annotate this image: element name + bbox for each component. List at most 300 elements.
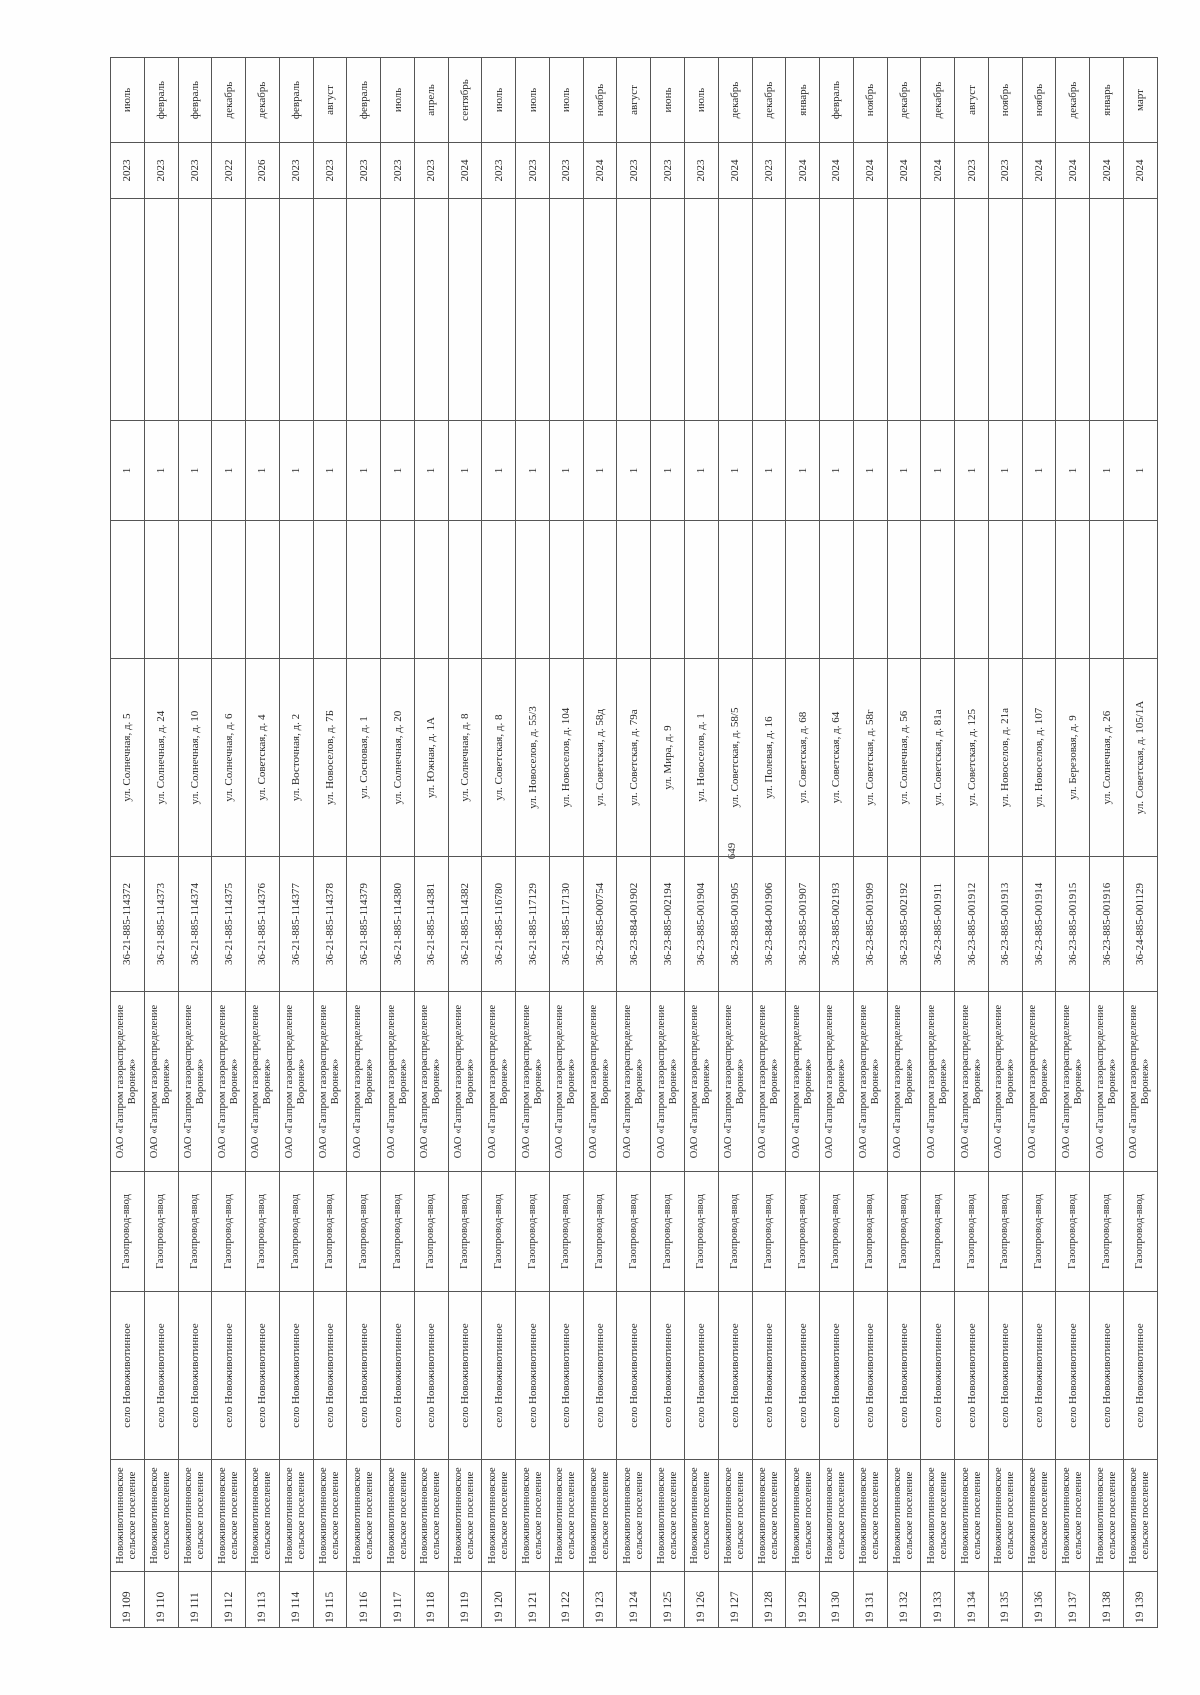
month-cell: январь (1090, 58, 1124, 143)
address-cell: ул. Советская, д. 4 (246, 659, 280, 857)
address-cell: ул. Березовая, д. 9 (1056, 659, 1090, 857)
empty-cell (313, 199, 347, 421)
empty-cell (313, 521, 347, 659)
settlement-cell: Новоживотинновское сельское поселение (820, 1460, 854, 1572)
empty-cell (482, 521, 516, 659)
object-code-cell: 36-23-885-001912 (955, 857, 989, 992)
empty-cell (921, 521, 955, 659)
owner-cell: ОАО «Газпром газораспределение Воронеж» (212, 992, 246, 1172)
object-type-cell: Газопровод-ввод (381, 1172, 415, 1292)
empty-cell (820, 521, 854, 659)
locality-cell: село Новоживотинное (955, 1292, 989, 1460)
year-cell: 2024 (921, 143, 955, 199)
month-cell: декабрь (246, 58, 280, 143)
locality-cell: село Новоживотинное (685, 1292, 719, 1460)
table-row (246, 58, 280, 1628)
table-row (820, 58, 854, 1628)
empty-cell (786, 521, 820, 659)
month-cell: август (617, 58, 651, 143)
empty-cell (853, 521, 887, 659)
settlement-cell: Новоживотинновское сельское поселение (246, 1460, 280, 1572)
address-cell: ул. Советская, д. 58г (853, 659, 887, 857)
table-row (1022, 58, 1056, 1628)
address-cell: ул. Советская, д. 81а (921, 659, 955, 857)
row-number-cell: 19 121 (516, 1572, 550, 1628)
row-number-cell: 19 132 (887, 1572, 921, 1628)
object-code-cell: 36-23-885-001915 (1056, 857, 1090, 992)
address-cell: ул. Полевая, д. 16 (752, 659, 786, 857)
empty-cell (853, 199, 887, 421)
empty-cell (651, 199, 685, 421)
year-cell: 2023 (279, 143, 313, 199)
row-number-cell: 19 134 (955, 1572, 989, 1628)
object-code-cell: 36-21-885-114377 (279, 857, 313, 992)
address-cell: ул. Солнечная, д. 6 (212, 659, 246, 857)
empty-cell (718, 521, 752, 659)
locality-cell: село Новоживотинное (279, 1292, 313, 1460)
table-row (178, 58, 212, 1628)
object-type-cell: Газопровод-ввод (448, 1172, 482, 1292)
empty-cell (921, 199, 955, 421)
year-cell: 2024 (1090, 143, 1124, 199)
month-cell: ноябрь (988, 58, 1022, 143)
address-cell: ул. Солнечная, д. 10 (178, 659, 212, 857)
empty-cell (955, 199, 989, 421)
object-code-cell: 36-23-885-000754 (583, 857, 617, 992)
month-cell: ноябрь (583, 58, 617, 143)
quantity-cell: 1 (246, 421, 280, 521)
row-number-cell: 19 128 (752, 1572, 786, 1628)
owner-cell: ОАО «Газпром газораспределение Воронеж» (1056, 992, 1090, 1172)
row-number-cell: 19 129 (786, 1572, 820, 1628)
empty-cell (752, 521, 786, 659)
owner-cell: ОАО «Газпром газораспределение Воронеж» (279, 992, 313, 1172)
settlement-cell: Новоживотинновское сельское поселение (651, 1460, 685, 1572)
year-cell: 2024 (718, 143, 752, 199)
year-cell: 2023 (955, 143, 989, 199)
year-cell: 2023 (144, 143, 178, 199)
year-cell: 2024 (1056, 143, 1090, 199)
settlement-cell: Новоживотинновское сельское поселение (1123, 1460, 1157, 1572)
table-row (955, 58, 989, 1628)
row-number-cell: 19 115 (313, 1572, 347, 1628)
locality-cell: село Новоживотинное (347, 1292, 381, 1460)
object-code-cell: 36-23-885-001907 (786, 857, 820, 992)
empty-cell (1123, 199, 1157, 421)
empty-cell (718, 199, 752, 421)
year-cell: 2023 (414, 143, 448, 199)
rotated-table-wrapper (110, 58, 1158, 1628)
empty-cell (1090, 521, 1124, 659)
locality-cell: село Новоживотинное (212, 1292, 246, 1460)
quantity-cell: 1 (853, 421, 887, 521)
table-row (313, 58, 347, 1628)
locality-cell: село Новоживотинное (651, 1292, 685, 1460)
empty-cell (111, 199, 145, 421)
address-cell: ул. Солнечная, д. 5 (111, 659, 145, 857)
empty-cell (887, 521, 921, 659)
month-cell: февраль (820, 58, 854, 143)
object-code-cell: 36-23-885-002192 (887, 857, 921, 992)
empty-cell (246, 521, 280, 659)
locality-cell: село Новоживотинное (853, 1292, 887, 1460)
address-cell: ул. Советская, д. 79а (617, 659, 651, 857)
empty-cell (988, 521, 1022, 659)
quantity-cell: 1 (718, 421, 752, 521)
quantity-cell: 1 (111, 421, 145, 521)
empty-cell (246, 199, 280, 421)
quantity-cell: 1 (516, 421, 550, 521)
object-type-cell: Газопровод-ввод (887, 1172, 921, 1292)
quantity-cell: 1 (1090, 421, 1124, 521)
month-cell: декабрь (752, 58, 786, 143)
row-number-cell: 19 125 (651, 1572, 685, 1628)
object-code-cell: 36-23-885-001905 (718, 857, 752, 992)
row-number-cell: 19 114 (279, 1572, 313, 1628)
row-number-cell: 19 133 (921, 1572, 955, 1628)
owner-cell: ОАО «Газпром газораспределение Воронеж» (347, 992, 381, 1172)
row-number-cell: 19 116 (347, 1572, 381, 1628)
empty-cell (212, 521, 246, 659)
table-row (617, 58, 651, 1628)
address-cell: ул. Новоселов, д. 104 (549, 659, 583, 857)
gas-pipeline-register-table (110, 57, 1158, 1628)
quantity-cell: 1 (178, 421, 212, 521)
locality-cell: село Новоживотинное (1022, 1292, 1056, 1460)
quantity-cell: 1 (752, 421, 786, 521)
empty-cell (617, 521, 651, 659)
object-type-cell: Газопровод-ввод (820, 1172, 854, 1292)
locality-cell: село Новоживотинное (414, 1292, 448, 1460)
settlement-cell: Новоживотинновское сельское поселение (448, 1460, 482, 1572)
settlement-cell: Новоживотинновское сельское поселение (988, 1460, 1022, 1572)
table-row (1056, 58, 1090, 1628)
quantity-cell: 1 (1056, 421, 1090, 521)
empty-cell (381, 199, 415, 421)
owner-cell: ОАО «Газпром газораспределение Воронеж» (853, 992, 887, 1172)
year-cell: 2024 (786, 143, 820, 199)
address-cell: ул. Новоселов, д. 1 (685, 659, 719, 857)
locality-cell: село Новоживотинное (921, 1292, 955, 1460)
owner-cell: ОАО «Газпром газораспределение Воронеж» (1022, 992, 1056, 1172)
address-cell: ул. Новоселов, д. 21а (988, 659, 1022, 857)
table-row (651, 58, 685, 1628)
empty-cell (583, 521, 617, 659)
table-row (212, 58, 246, 1628)
empty-cell (685, 521, 719, 659)
table-row (347, 58, 381, 1628)
address-cell: ул. Советская, д. 64 (820, 659, 854, 857)
row-number-cell: 19 126 (685, 1572, 719, 1628)
object-code-cell: 36-21-885-114379 (347, 857, 381, 992)
month-cell: сентябрь (448, 58, 482, 143)
locality-cell: село Новоживотинное (111, 1292, 145, 1460)
owner-cell: ОАО «Газпром газораспределение Воронеж» (144, 992, 178, 1172)
owner-cell: ОАО «Газпром газораспределение Воронеж» (921, 992, 955, 1172)
empty-cell (1056, 521, 1090, 659)
empty-cell (1022, 199, 1056, 421)
quantity-cell: 1 (414, 421, 448, 521)
row-number-cell: 19 137 (1056, 1572, 1090, 1628)
settlement-cell: Новоживотинновское сельское поселение (549, 1460, 583, 1572)
empty-cell (752, 199, 786, 421)
table-row (1090, 58, 1124, 1628)
object-type-cell: Газопровод-ввод (482, 1172, 516, 1292)
empty-cell (347, 199, 381, 421)
quantity-cell: 1 (583, 421, 617, 521)
empty-cell (178, 521, 212, 659)
quantity-cell: 1 (921, 421, 955, 521)
object-type-cell: Газопровод-ввод (786, 1172, 820, 1292)
empty-cell (381, 521, 415, 659)
address-cell: ул. Солнечная, д. 26 (1090, 659, 1124, 857)
object-type-cell: Газопровод-ввод (583, 1172, 617, 1292)
year-cell: 2022 (212, 143, 246, 199)
quantity-cell: 1 (887, 421, 921, 521)
object-type-cell: Газопровод-ввод (516, 1172, 550, 1292)
settlement-cell: Новоживотинновское сельское поселение (921, 1460, 955, 1572)
locality-cell: село Новоживотинное (820, 1292, 854, 1460)
object-type-cell: Газопровод-ввод (144, 1172, 178, 1292)
settlement-cell: Новоживотинновское сельское поселение (313, 1460, 347, 1572)
month-cell: июль (685, 58, 719, 143)
object-code-cell: 36-21-885-114373 (144, 857, 178, 992)
settlement-cell: Новоживотинновское сельское поселение (685, 1460, 719, 1572)
address-cell: ул. Сосновая, д. 1 (347, 659, 381, 857)
month-cell: ноябрь (853, 58, 887, 143)
settlement-cell: Новоживотинновское сельское поселение (144, 1460, 178, 1572)
object-code-cell: 36-23-885-001913 (988, 857, 1022, 992)
table-row (279, 58, 313, 1628)
address-cell: ул. Солнечная, д. 20 (381, 659, 415, 857)
table-row (718, 58, 752, 1628)
empty-cell (685, 199, 719, 421)
owner-cell: ОАО «Газпром газораспределение Воронеж» (887, 992, 921, 1172)
empty-cell (448, 521, 482, 659)
month-cell: февраль (144, 58, 178, 143)
table-row (516, 58, 550, 1628)
object-code-cell: 36-21-885-114375 (212, 857, 246, 992)
object-type-cell: Газопровод-ввод (212, 1172, 246, 1292)
empty-cell (1090, 199, 1124, 421)
locality-cell: село Новоживотинное (617, 1292, 651, 1460)
object-code-cell: 36-23-884-001906 (752, 857, 786, 992)
object-code-cell: 36-21-885-114380 (381, 857, 415, 992)
locality-cell: село Новоживотинное (718, 1292, 752, 1460)
empty-cell (482, 199, 516, 421)
table-row (786, 58, 820, 1628)
object-type-cell: Газопровод-ввод (279, 1172, 313, 1292)
locality-cell: село Новоживотинное (448, 1292, 482, 1460)
settlement-cell: Новоживотинновское сельское поселение (178, 1460, 212, 1572)
settlement-cell: Новоживотинновское сельское поселение (718, 1460, 752, 1572)
table-row (381, 58, 415, 1628)
quantity-cell: 1 (786, 421, 820, 521)
locality-cell: село Новоживотинное (516, 1292, 550, 1460)
settlement-cell: Новоживотинновское сельское поселение (786, 1460, 820, 1572)
address-cell: ул. Советская, д. 68 (786, 659, 820, 857)
settlement-cell: Новоживотинновское сельское поселение (111, 1460, 145, 1572)
table-row (414, 58, 448, 1628)
owner-cell: ОАО «Газпром газораспределение Воронеж» (988, 992, 1022, 1172)
object-type-cell: Газопровод-ввод (1056, 1172, 1090, 1292)
row-number-cell: 19 109 (111, 1572, 145, 1628)
year-cell: 2024 (583, 143, 617, 199)
object-type-cell: Газопровод-ввод (414, 1172, 448, 1292)
address-cell: ул. Советская, д. 58/5 (718, 659, 752, 857)
object-type-cell: Газопровод-ввод (685, 1172, 719, 1292)
object-code-cell: 36-21-885-117130 (549, 857, 583, 992)
table-row (144, 58, 178, 1628)
object-code-cell: 36-21-885-117129 (516, 857, 550, 992)
owner-cell: ОАО «Газпром газораспределение Воронеж» (617, 992, 651, 1172)
object-type-cell: Газопровод-ввод (853, 1172, 887, 1292)
month-cell: декабрь (1056, 58, 1090, 143)
object-type-cell: Газопровод-ввод (313, 1172, 347, 1292)
settlement-cell: Новоживотинновское сельское поселение (1022, 1460, 1056, 1572)
empty-cell (111, 521, 145, 659)
empty-cell (414, 521, 448, 659)
object-code-cell: 36-21-885-114372 (111, 857, 145, 992)
month-cell: февраль (279, 58, 313, 143)
year-cell: 2024 (1022, 143, 1056, 199)
address-cell: ул. Солнечная, д. 24 (144, 659, 178, 857)
row-number-cell: 19 122 (549, 1572, 583, 1628)
empty-cell (279, 521, 313, 659)
object-type-cell: Газопровод-ввод (111, 1172, 145, 1292)
empty-cell (1056, 199, 1090, 421)
month-cell: декабрь (887, 58, 921, 143)
quantity-cell: 1 (1123, 421, 1157, 521)
month-cell: август (313, 58, 347, 143)
object-code-cell: 36-23-884-001902 (617, 857, 651, 992)
object-type-cell: Газопровод-ввод (1123, 1172, 1157, 1292)
year-cell: 2023 (178, 143, 212, 199)
row-number-cell: 19 136 (1022, 1572, 1056, 1628)
empty-cell (1022, 521, 1056, 659)
owner-cell: ОАО «Газпром газораспределение Воронеж» (685, 992, 719, 1172)
locality-cell: село Новоживотинное (178, 1292, 212, 1460)
row-number-cell: 19 119 (448, 1572, 482, 1628)
address-cell: ул. Восточная, д. 2 (279, 659, 313, 857)
table-row (111, 58, 145, 1628)
empty-cell (144, 199, 178, 421)
year-cell: 2023 (988, 143, 1022, 199)
month-cell: июль (516, 58, 550, 143)
year-cell: 2023 (482, 143, 516, 199)
owner-cell: ОАО «Газпром газораспределение Воронеж» (752, 992, 786, 1172)
locality-cell: село Новоживотинное (988, 1292, 1022, 1460)
settlement-cell: Новоживотинновское сельское поселение (414, 1460, 448, 1572)
row-number-cell: 19 112 (212, 1572, 246, 1628)
object-type-cell: Газопровод-ввод (549, 1172, 583, 1292)
address-cell: ул. Южная, д. 1А (414, 659, 448, 857)
object-code-cell: 36-21-885-114382 (448, 857, 482, 992)
address-cell: ул. Мира, д. 9 (651, 659, 685, 857)
locality-cell: село Новоживотинное (549, 1292, 583, 1460)
empty-cell (955, 521, 989, 659)
object-code-cell: 36-23-885-001909 (853, 857, 887, 992)
object-type-cell: Газопровод-ввод (718, 1172, 752, 1292)
object-type-cell: Газопровод-ввод (955, 1172, 989, 1292)
table-row (583, 58, 617, 1628)
locality-cell: село Новоживотинное (381, 1292, 415, 1460)
year-cell: 2023 (617, 143, 651, 199)
settlement-cell: Новоживотинновское сельское поселение (381, 1460, 415, 1572)
settlement-cell: Новоживотинновское сельское поселение (482, 1460, 516, 1572)
year-cell: 2024 (448, 143, 482, 199)
row-number-cell: 19 124 (617, 1572, 651, 1628)
empty-cell (279, 199, 313, 421)
table-row (1123, 58, 1157, 1628)
quantity-cell: 1 (1022, 421, 1056, 521)
address-cell: ул. Новоселов, д. 55/3 (516, 659, 550, 857)
row-number-cell: 19 110 (144, 1572, 178, 1628)
locality-cell: село Новоживотинное (1056, 1292, 1090, 1460)
table-row (887, 58, 921, 1628)
object-type-cell: Газопровод-ввод (651, 1172, 685, 1292)
object-code-cell: 36-23-885-001914 (1022, 857, 1056, 992)
object-code-cell: 36-23-885-002194 (651, 857, 685, 992)
settlement-cell: Новоживотинновское сельское поселение (617, 1460, 651, 1572)
owner-cell: ОАО «Газпром газораспределение Воронеж» (1123, 992, 1157, 1172)
owner-cell: ОАО «Газпром газораспределение Воронеж» (178, 992, 212, 1172)
object-type-cell: Газопровод-ввод (246, 1172, 280, 1292)
owner-cell: ОАО «Газпром газораспределение Воронеж» (448, 992, 482, 1172)
row-number-cell: 19 135 (988, 1572, 1022, 1628)
table-body (111, 58, 1158, 1628)
object-code-cell: 36-23-885-002193 (820, 857, 854, 992)
page-number: 649 (726, 842, 738, 860)
owner-cell: ОАО «Газпром газораспределение Воронеж» (549, 992, 583, 1172)
row-number-cell: 19 131 (853, 1572, 887, 1628)
row-number-cell: 19 118 (414, 1572, 448, 1628)
owner-cell: ОАО «Газпром газораспределение Воронеж» (313, 992, 347, 1172)
month-cell: июль (482, 58, 516, 143)
settlement-cell: Новоживотинновское сельское поселение (1090, 1460, 1124, 1572)
address-cell: ул. Советская, д. 58д (583, 659, 617, 857)
locality-cell: село Новоживотинное (482, 1292, 516, 1460)
object-code-cell: 36-21-885-116780 (482, 857, 516, 992)
table-row (448, 58, 482, 1628)
locality-cell: село Новоживотинное (144, 1292, 178, 1460)
object-code-cell: 36-24-885-001129 (1123, 857, 1157, 992)
quantity-cell: 1 (955, 421, 989, 521)
empty-cell (988, 199, 1022, 421)
quantity-cell: 1 (448, 421, 482, 521)
year-cell: 2024 (887, 143, 921, 199)
empty-cell (617, 199, 651, 421)
owner-cell: ОАО «Газпром газораспределение Воронеж» (414, 992, 448, 1172)
row-number-cell: 19 111 (178, 1572, 212, 1628)
empty-cell (178, 199, 212, 421)
empty-cell (820, 199, 854, 421)
row-number-cell: 19 138 (1090, 1572, 1124, 1628)
year-cell: 2023 (111, 143, 145, 199)
empty-cell (651, 521, 685, 659)
object-code-cell: 36-23-885-001904 (685, 857, 719, 992)
month-cell: июнь (651, 58, 685, 143)
empty-cell (144, 521, 178, 659)
settlement-cell: Новоживотинновское сельское поселение (212, 1460, 246, 1572)
row-number-cell: 19 117 (381, 1572, 415, 1628)
settlement-cell: Новоживотинновское сельское поселение (853, 1460, 887, 1572)
quantity-cell: 1 (313, 421, 347, 521)
locality-cell: село Новоживотинное (786, 1292, 820, 1460)
empty-cell (347, 521, 381, 659)
quantity-cell: 1 (144, 421, 178, 521)
object-type-cell: Газопровод-ввод (752, 1172, 786, 1292)
